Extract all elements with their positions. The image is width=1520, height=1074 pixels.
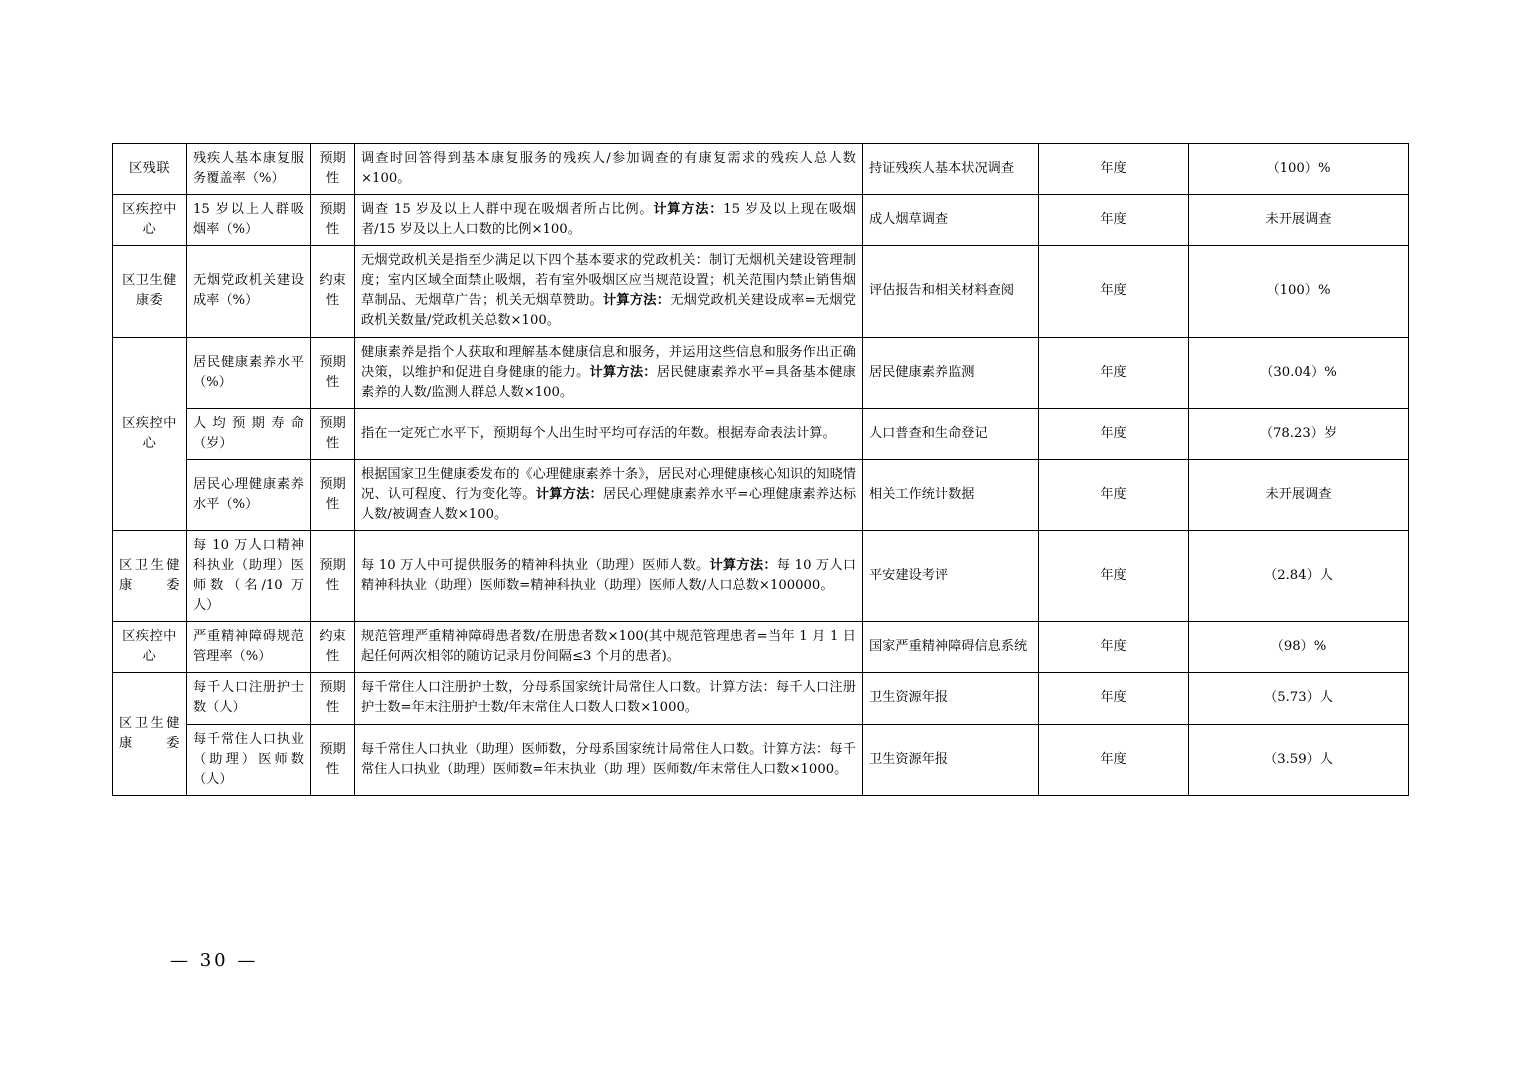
table-row <box>113 459 1409 530</box>
cell-description: 指在一定死亡水平下，预期每个人出生时平均可存活的年数。根据寿命表法计算。 <box>355 408 863 459</box>
cell-target-value: （5.73）人 <box>1189 673 1409 724</box>
cell-indicator-type: 预期性 <box>311 531 355 622</box>
cell-frequency: 年度 <box>1039 408 1189 459</box>
desc-label-method: 计算方法： <box>602 293 671 309</box>
cell-indicator-name: 居民健康素养水平（%） <box>187 337 311 408</box>
table-row <box>113 144 1409 195</box>
cell-target-value: 未开展调查 <box>1189 459 1409 530</box>
cell-data-source: 国家严重精神障碍信息系统 <box>863 622 1039 673</box>
desc-text-pre: 每 10 万人中可提供服务的精神科执业（助理）医师人数。 <box>361 558 710 574</box>
cell-indicator-type: 预期性 <box>311 195 355 246</box>
cell-target-value: （100）% <box>1189 246 1409 337</box>
cell-target-value: （30.04）% <box>1189 337 1409 408</box>
desc-text-post: 居民健康素养水平=具备基本健康素养的人数/监测人群总人数×100。 <box>361 364 856 400</box>
cell-frequency: 年度 <box>1039 459 1189 530</box>
cell-description <box>355 337 863 408</box>
cell-department: 区卫生健康委 <box>113 246 187 337</box>
desc-text-pre: 调查 15 岁及以上人群中现在吸烟者所占比例。 <box>361 202 654 218</box>
cell-data-source: 成人烟草调查 <box>863 195 1039 246</box>
cell-frequency: 年度 <box>1039 724 1189 795</box>
cell-description: 调查时回答得到基本康复服务的残疾人/参加调查的有康复需求的残疾人总人数×100。 <box>355 144 863 195</box>
cell-department: 区卫生健康委 <box>113 673 187 795</box>
cell-data-source: 卫生资源年报 <box>863 724 1039 795</box>
cell-indicator-name: 人均预期寿命（岁） <box>187 408 311 459</box>
cell-frequency: 年度 <box>1039 195 1189 246</box>
cell-data-source: 持证残疾人基本状况调查 <box>863 144 1039 195</box>
cell-frequency: 年度 <box>1039 246 1189 337</box>
cell-indicator-name: 每千人口注册护士数（人） <box>187 673 311 724</box>
table-row <box>113 622 1409 673</box>
desc-text-post: 15 岁及以上现在吸烟者/15 岁及以上人口数的比例×100。 <box>361 202 856 238</box>
desc-text-post: 居民心理健康素养水平=心理健康素养达标人数/被调查人数×100。 <box>361 486 857 522</box>
cell-indicator-type: 约束性 <box>311 246 355 337</box>
cell-frequency: 年度 <box>1039 622 1189 673</box>
cell-data-source: 相关工作统计数据 <box>863 459 1039 530</box>
cell-indicator-type: 预期性 <box>311 724 355 795</box>
cell-description: 规范管理严重精神障碍患者数/在册患者数×100(其中规范管理患者=当年 1 月 1 日起任何两次相邻的随访记录月份间隔≤3 个月的患者)。 <box>355 622 863 673</box>
desc-text-post: 无烟党政机关建设成率=无烟党政机关数量/党政机关总数×100。 <box>361 293 856 329</box>
cell-target-value: （2.84）人 <box>1189 531 1409 622</box>
cell-frequency: 年度 <box>1039 531 1189 622</box>
desc-text-pre: 无烟党政机关是指至少满足以下四个基本要求的党政机关：制订无烟机关建设管理制度；室内区域全面禁止吸烟，若有室外吸烟区应当规范设置；机关范围内禁止销售烟草制品、无烟草广告；机关无烟草赞助。 <box>361 253 856 309</box>
cell-indicator-name: 残疾人基本康复服务覆盖率（%） <box>187 144 311 195</box>
cell-target-value: （100）% <box>1189 144 1409 195</box>
table-row <box>113 337 1409 408</box>
indicator-table <box>112 143 1409 796</box>
table-row <box>113 195 1409 246</box>
cell-department: 区疾控中心 <box>113 195 187 246</box>
cell-data-source: 评估报告和相关材料查阅 <box>863 246 1039 337</box>
cell-indicator-name: 每 10 万人口精神科执业（助理）医师数（名/10 万人） <box>187 531 311 622</box>
table-row <box>113 408 1409 459</box>
cell-description <box>355 246 863 337</box>
desc-text-pre: 根据国家卫生健康委发布的《心理健康素养十条》，居民对心理健康核心知识的知晓情况、认可程度、行为变化等。 <box>361 466 856 502</box>
table-row <box>113 673 1409 724</box>
cell-indicator-name: 每千常住人口执业（助理）医师数（人） <box>187 724 311 795</box>
cell-description <box>355 459 863 530</box>
cell-indicator-type: 约束性 <box>311 622 355 673</box>
desc-label-method: 计算方法： <box>589 364 657 380</box>
cell-indicator-name: 15 岁以上人群吸烟率（%） <box>187 195 311 246</box>
cell-indicator-type: 预期性 <box>311 459 355 530</box>
desc-label-method: 计算方法： <box>709 558 777 574</box>
desc-text-pre: 健康素养是指个人获取和理解基本健康信息和服务，并运用这些信息和服务作出正确决策，以维护和促进自身健康的能力。 <box>361 344 856 380</box>
desc-label-method: 计算方法： <box>535 486 603 502</box>
cell-indicator-name: 居民心理健康素养水平（%） <box>187 459 311 530</box>
cell-description <box>355 531 863 622</box>
table-row <box>113 246 1409 337</box>
cell-department: 区卫生健康委 <box>113 531 187 622</box>
table-row <box>113 724 1409 795</box>
table-row <box>113 531 1409 622</box>
cell-frequency: 年度 <box>1039 144 1189 195</box>
desc-label-method: 计算方法： <box>653 202 724 218</box>
cell-frequency: 年度 <box>1039 673 1189 724</box>
cell-description <box>355 195 863 246</box>
cell-target-value: （3.59）人 <box>1189 724 1409 795</box>
cell-indicator-type: 预期性 <box>311 673 355 724</box>
cell-target-value: （78.23）岁 <box>1189 408 1409 459</box>
cell-indicator-type: 预期性 <box>311 337 355 408</box>
cell-department: 区疾控中心 <box>113 622 187 673</box>
cell-indicator-type: 预期性 <box>311 408 355 459</box>
cell-department: 区疾控中心 <box>113 337 187 531</box>
cell-frequency: 年度 <box>1039 337 1189 408</box>
cell-description: 每千常住人口执业（助理）医师数，分母系国家统计局常住人口数。计算方法：每千常住人口执业（助理）医师数=年末执业（助 理）医师数/年末常住人口数×1000。 <box>355 724 863 795</box>
cell-target-value: 未开展调查 <box>1189 195 1409 246</box>
cell-description: 每千常住人口注册护士数，分母系国家统计局常住人口数。计算方法：每千人口注册护士数=年末注册护士数/年末常住人口数人口数×1000。 <box>355 673 863 724</box>
cell-target-value: （98）% <box>1189 622 1409 673</box>
cell-data-source: 平安建设考评 <box>863 531 1039 622</box>
cell-indicator-name: 严重精神障碍规范管理率（%） <box>187 622 311 673</box>
cell-data-source: 卫生资源年报 <box>863 673 1039 724</box>
cell-data-source: 人口普查和生命登记 <box>863 408 1039 459</box>
cell-indicator-name: 无烟党政机关建设成率（%） <box>187 246 311 337</box>
cell-department: 区残联 <box>113 144 187 195</box>
cell-indicator-type: 预期性 <box>311 144 355 195</box>
cell-data-source: 居民健康素养监测 <box>863 337 1039 408</box>
desc-text-post: 每 10 万人口精神科执业（助理）医师数=精神科执业（助理）医师人数/人口总数×100000。 <box>361 558 857 594</box>
page-number: — 30 — <box>170 950 259 971</box>
